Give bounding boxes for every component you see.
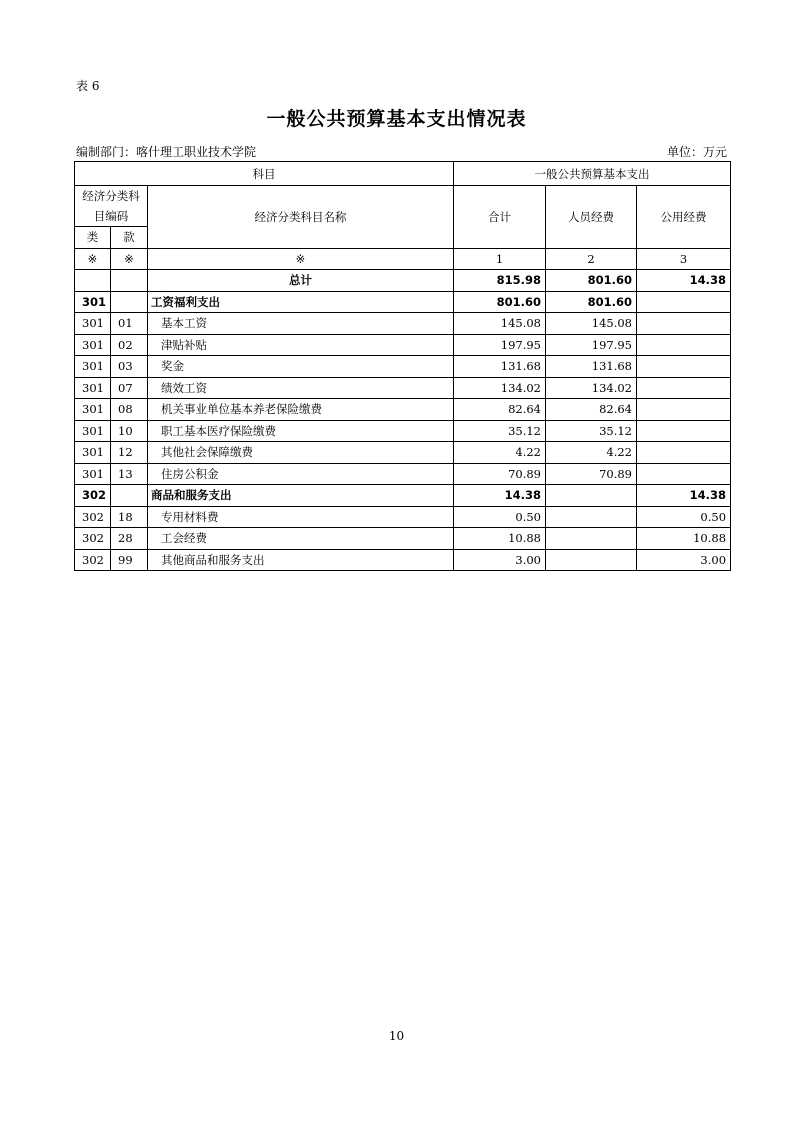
table-row xyxy=(75,377,731,399)
table-row xyxy=(75,442,731,464)
total-cell: 131.68 xyxy=(454,356,546,378)
item-code-cell: 10 xyxy=(111,420,148,442)
total-cell: 801.60 xyxy=(454,291,546,313)
public-cell: 10.88 xyxy=(637,528,731,550)
total-cell: 82.64 xyxy=(454,399,546,421)
personnel-cell: 145.08 xyxy=(546,313,637,335)
total-public-cell: 14.38 xyxy=(637,270,731,292)
total-cell: 3.00 xyxy=(454,549,546,571)
personnel-cell: 82.64 xyxy=(546,399,637,421)
header-budget-group: 一般公共预算基本支出 xyxy=(454,162,731,186)
personnel-cell: 131.68 xyxy=(546,356,637,378)
table-row xyxy=(75,485,731,507)
total-cell: 145.08 xyxy=(454,313,546,335)
table-row xyxy=(75,549,731,571)
total-cell: 0.50 xyxy=(454,506,546,528)
public-cell xyxy=(637,334,731,356)
personnel-cell: 134.02 xyxy=(546,377,637,399)
personnel-cell: 4.22 xyxy=(546,442,637,464)
public-cell xyxy=(637,399,731,421)
class-code-cell: 301 xyxy=(75,420,111,442)
table-row xyxy=(75,334,731,356)
total-row xyxy=(75,270,731,292)
table-row xyxy=(75,291,731,313)
public-cell xyxy=(637,442,731,464)
page-title: 一般公共预算基本支出情况表 xyxy=(266,108,527,130)
header-mark: ※ xyxy=(111,248,148,270)
item-name-cell: 其他商品和服务支出 xyxy=(148,549,454,571)
item-code-cell: 03 xyxy=(111,356,148,378)
public-cell: 3.00 xyxy=(637,549,731,571)
public-cell xyxy=(637,463,731,485)
class-code-cell: 301 xyxy=(75,313,111,335)
item-code-cell: 08 xyxy=(111,399,148,421)
header-code-group: 经济分类科目编码 xyxy=(75,186,148,227)
item-name-cell: 基本工资 xyxy=(148,313,454,335)
item-code-cell: 28 xyxy=(111,528,148,550)
public-cell xyxy=(637,420,731,442)
header-public-col: 公用经费 xyxy=(637,186,731,249)
header-index: 1 xyxy=(454,248,546,270)
class-code-cell: 301 xyxy=(75,399,111,421)
total-cell: 14.38 xyxy=(454,485,546,507)
public-cell: 0.50 xyxy=(637,506,731,528)
personnel-cell: 35.12 xyxy=(546,420,637,442)
class-code-cell: 301 xyxy=(75,442,111,464)
class-code-cell: 301 xyxy=(75,334,111,356)
header-class-col: 类 xyxy=(75,227,111,249)
item-code-cell: 13 xyxy=(111,463,148,485)
class-code-cell: 302 xyxy=(75,549,111,571)
table-label: 表 6 xyxy=(76,79,100,93)
personnel-cell xyxy=(546,485,637,507)
header-total-col: 合计 xyxy=(454,186,546,249)
total-cell: 35.12 xyxy=(454,420,546,442)
total-total-cell: 815.98 xyxy=(454,270,546,292)
total-item-cell xyxy=(111,270,148,292)
table-row xyxy=(75,506,731,528)
item-code-cell: 07 xyxy=(111,377,148,399)
item-name-cell: 机关事业单位基本养老保险缴费 xyxy=(148,399,454,421)
item-name-cell: 专用材料费 xyxy=(148,506,454,528)
class-code-cell: 302 xyxy=(75,485,111,507)
header-index: 3 xyxy=(637,248,731,270)
class-code-cell: 301 xyxy=(75,291,111,313)
total-cls-cell xyxy=(75,270,111,292)
class-code-cell: 301 xyxy=(75,377,111,399)
item-name-cell: 奖金 xyxy=(148,356,454,378)
header-personnel-col: 人员经费 xyxy=(546,186,637,249)
table-row xyxy=(75,463,731,485)
item-code-cell xyxy=(111,485,148,507)
personnel-cell xyxy=(546,528,637,550)
item-name-cell: 津贴补贴 xyxy=(148,334,454,356)
item-code-cell: 01 xyxy=(111,313,148,335)
item-code-cell: 12 xyxy=(111,442,148,464)
public-cell: 14.38 xyxy=(637,485,731,507)
personnel-cell xyxy=(546,506,637,528)
budget-table xyxy=(74,161,731,571)
header-mark: ※ xyxy=(148,248,454,270)
class-code-cell: 302 xyxy=(75,528,111,550)
item-name-cell: 商品和服务支出 xyxy=(148,485,454,507)
total-cell: 70.89 xyxy=(454,463,546,485)
table-row xyxy=(75,528,731,550)
public-cell xyxy=(637,313,731,335)
table-row xyxy=(75,399,731,421)
item-name-cell: 住房公积金 xyxy=(148,463,454,485)
total-label: 总计 xyxy=(148,270,454,292)
total-cell: 4.22 xyxy=(454,442,546,464)
table-row xyxy=(75,420,731,442)
department-label: 编制部门：喀什理工职业技术学院 xyxy=(76,145,257,159)
item-code-cell: 99 xyxy=(111,549,148,571)
class-code-cell: 301 xyxy=(75,356,111,378)
public-cell xyxy=(637,291,731,313)
personnel-cell: 197.95 xyxy=(546,334,637,356)
personnel-cell: 801.60 xyxy=(546,291,637,313)
total-cell: 10.88 xyxy=(454,528,546,550)
item-code-cell: 18 xyxy=(111,506,148,528)
class-code-cell: 301 xyxy=(75,463,111,485)
total-cell: 134.02 xyxy=(454,377,546,399)
unit-label: 单位：万元 xyxy=(666,145,727,159)
page-number: 10 xyxy=(388,1029,405,1043)
item-code-cell: 02 xyxy=(111,334,148,356)
item-name-cell: 其他社会保障缴费 xyxy=(148,442,454,464)
item-name-cell: 绩效工资 xyxy=(148,377,454,399)
total-cell: 197.95 xyxy=(454,334,546,356)
header-mark: ※ xyxy=(75,248,111,270)
header-item-col: 款 xyxy=(111,227,148,249)
item-name-cell: 职工基本医疗保险缴费 xyxy=(148,420,454,442)
item-name-cell: 工会经费 xyxy=(148,528,454,550)
total-personnel-cell: 801.60 xyxy=(546,270,637,292)
table-row xyxy=(75,356,731,378)
public-cell xyxy=(637,377,731,399)
item-code-cell xyxy=(111,291,148,313)
header-name-col: 经济分类科目名称 xyxy=(148,186,454,249)
personnel-cell: 70.89 xyxy=(546,463,637,485)
public-cell xyxy=(637,356,731,378)
item-name-cell: 工资福利支出 xyxy=(148,291,454,313)
personnel-cell xyxy=(546,549,637,571)
class-code-cell: 302 xyxy=(75,506,111,528)
table-row xyxy=(75,313,731,335)
header-index: 2 xyxy=(546,248,637,270)
header-subject: 科目 xyxy=(75,162,454,186)
